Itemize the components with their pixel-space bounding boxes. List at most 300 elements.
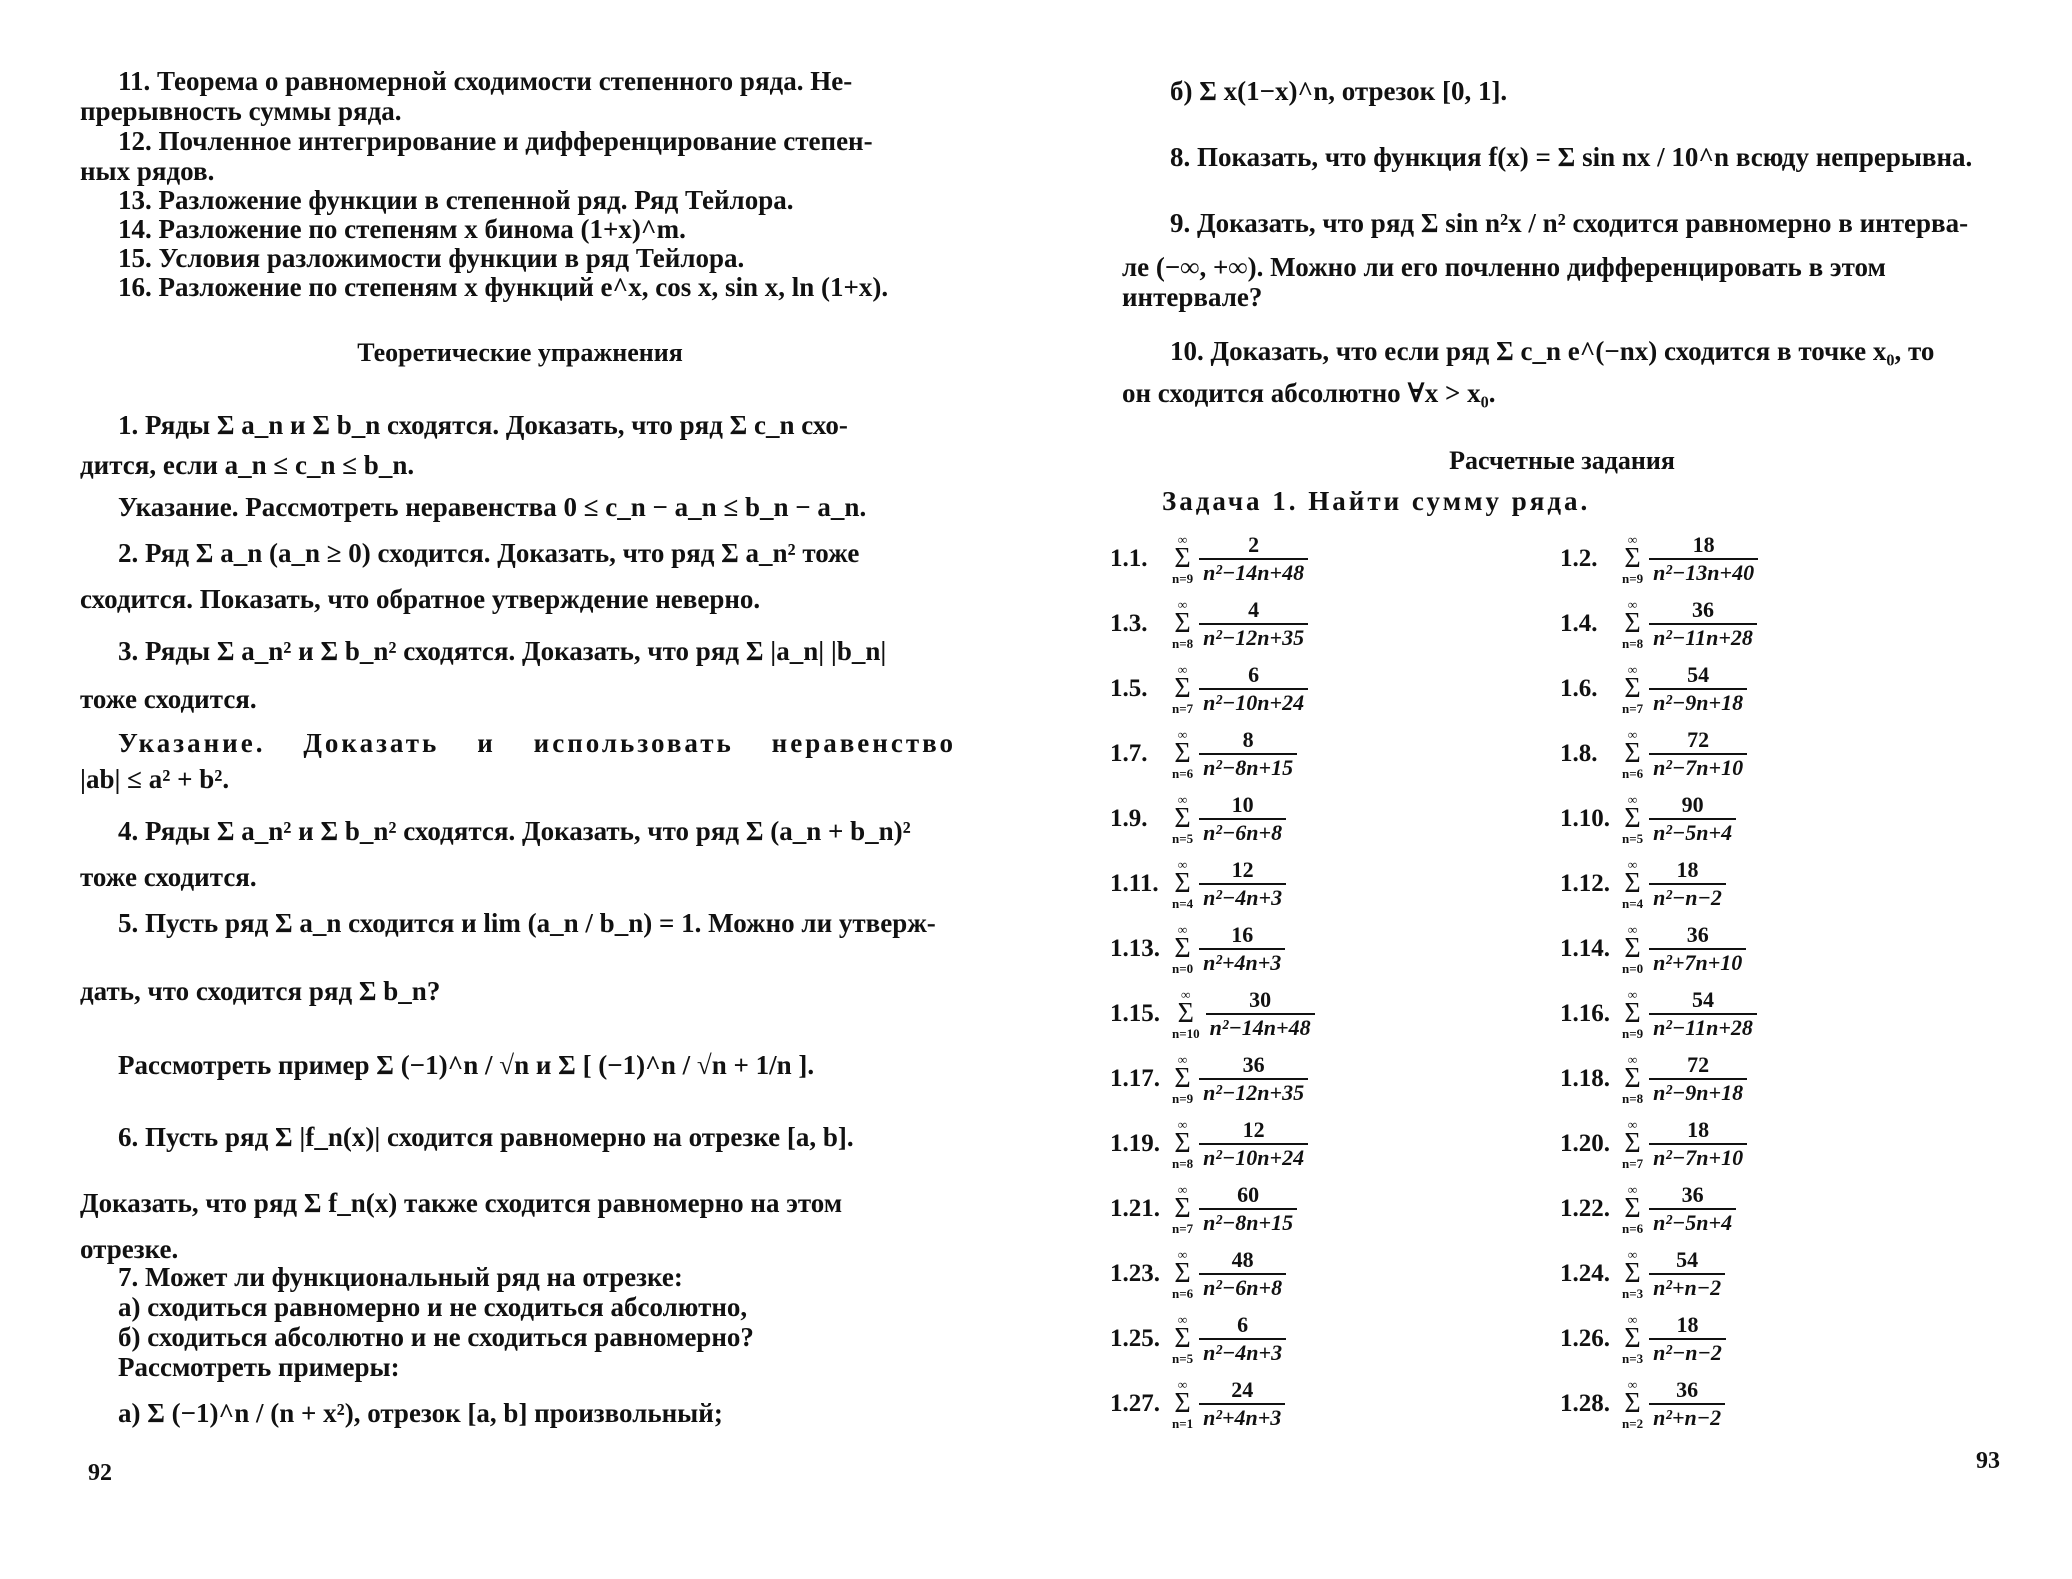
exercise-line: а) Σ (−1)^n / (n + x²), отрезок [a, b] произвольный; (118, 1398, 723, 1428)
exercise-line: 6. Пусть ряд Σ |f_n(x)| сходится равномерно на отрезке [a, b]. (118, 1122, 854, 1152)
sum-sign (1622, 1183, 1643, 1235)
exercise-number: 1.10. (1560, 805, 1610, 832)
text-line: 16. Разложение по степеням x функций e^x, cos x, sin x, ln (1+x). (118, 272, 889, 302)
fraction-numerator: 36 (1681, 1182, 1704, 1207)
fraction-denominator: n²+4n+3 (1199, 1403, 1285, 1431)
fraction (1649, 792, 1736, 846)
exercise-number: 1.15. (1110, 1000, 1160, 1027)
sum-symbol: Σ (1624, 1323, 1641, 1354)
sum-upper-limit: ∞ (1177, 922, 1188, 937)
exercise-line: 8. Показать, что функция f(x) = Σ sin nx / 10^n всюду непрерывна. (1170, 142, 1973, 172)
task-title: Задача 1. Найти сумму ряда. (1162, 486, 1591, 516)
sum-sign (1622, 728, 1643, 780)
exercise-item (1560, 857, 1726, 911)
fraction-denominator: n²−9n+18 (1649, 688, 1747, 716)
fraction (1649, 922, 1746, 976)
sum-upper-limit: ∞ (1627, 532, 1638, 547)
fraction-numerator: 12 (1242, 1117, 1265, 1142)
sum-lower-limit: n=10 (1172, 1026, 1200, 1041)
hint-word: неравенство (771, 728, 956, 758)
sum-lower-limit: n=5 (1172, 1351, 1194, 1366)
fraction-numerator: 12 (1231, 857, 1254, 882)
exercise-number: 1.24. (1560, 1260, 1610, 1287)
fraction-numerator: 18 (1687, 1117, 1710, 1142)
exercise-item (1110, 1247, 1286, 1301)
fraction-numerator: 60 (1237, 1182, 1260, 1207)
exercise-line: 9. Доказать, что ряд Σ sin n²x / n² сходится равномерно в интерва- (1170, 208, 1969, 238)
fraction (1649, 1052, 1747, 1106)
left-page (0, 0, 1000, 1579)
text-line: 14. Разложение по степеням x бинома (1+x)^m. (118, 214, 686, 244)
exercise-number: 1.5. (1110, 675, 1148, 702)
fraction-denominator: n²−14n+48 (1206, 1013, 1315, 1041)
fraction (1199, 1052, 1308, 1106)
hint-word: и (477, 728, 496, 758)
sum-lower-limit: n=3 (1622, 1286, 1644, 1301)
sum-lower-limit: n=4 (1172, 896, 1194, 911)
fraction (1199, 922, 1285, 976)
sum-lower-limit: n=7 (1172, 1221, 1194, 1236)
sum-sign (1172, 533, 1193, 585)
fraction-numerator: 30 (1249, 987, 1272, 1012)
fraction (1199, 1182, 1297, 1236)
hint-line: Указание. Рассмотреть неравенства 0 ≤ c_n − a_n ≤ b_n − a_n. (118, 492, 867, 522)
fraction-numerator: 18 (1692, 532, 1715, 557)
fraction-numerator: 2 (1248, 532, 1260, 557)
fraction-denominator: n²−14n+48 (1199, 558, 1308, 586)
fraction-denominator: n²−n−2 (1649, 883, 1726, 911)
sum-lower-limit: n=7 (1172, 701, 1194, 716)
exercise-item (1110, 1377, 1285, 1431)
fraction-denominator: n²+n−2 (1649, 1273, 1725, 1301)
sum-sign (1622, 1118, 1643, 1170)
fraction (1199, 597, 1308, 651)
sum-sign (1622, 988, 1643, 1040)
text-line: 12. Почленное интегрирование и дифференцирование степен- (118, 126, 873, 156)
hint-word: использовать (533, 728, 734, 758)
formula-line: |ab| ≤ a² + b². (80, 764, 230, 794)
exercise-line: 2. Ряд Σ a_n (a_n ≥ 0) сходится. Доказать, что ряд Σ a_n² тоже (118, 538, 860, 568)
exercise-line: сходится. Показать, что обратное утверждение неверно. (80, 584, 761, 614)
sum-upper-limit: ∞ (1177, 1117, 1188, 1132)
exercise-number: 1.21. (1110, 1195, 1160, 1222)
exercise-number: 1.23. (1110, 1260, 1160, 1287)
exercise-item (1560, 1377, 1725, 1431)
fraction (1649, 1117, 1747, 1171)
sum-symbol: Σ (1624, 933, 1641, 964)
sum-upper-limit: ∞ (1177, 792, 1188, 807)
sum-sign (1622, 1053, 1643, 1105)
exercise-item (1110, 1052, 1308, 1106)
page-number: 93 (1976, 1448, 2000, 1474)
sum-upper-limit: ∞ (1627, 857, 1638, 872)
fraction-numerator: 54 (1692, 987, 1714, 1012)
exercise-number: 1.19. (1110, 1130, 1160, 1157)
sum-symbol: Σ (1624, 608, 1641, 639)
sum-symbol: Σ (1174, 673, 1191, 704)
exercise-number: 1.12. (1560, 870, 1610, 897)
exercise-item (1560, 1312, 1726, 1366)
fraction (1199, 1117, 1308, 1171)
sum-sign (1622, 923, 1643, 975)
fraction-numerator: 6 (1237, 1312, 1249, 1337)
exercise-line: 4. Ряды Σ a_n² и Σ b_n² сходятся. Доказать, что ряд Σ (a_n + b_n)² (118, 816, 911, 846)
exercise-item (1110, 1182, 1297, 1236)
fraction-denominator: n²+n−2 (1649, 1403, 1725, 1431)
exercise-item (1560, 1247, 1725, 1301)
sum-symbol: Σ (1624, 1193, 1641, 1224)
sum-symbol: Σ (1174, 803, 1191, 834)
sum-lower-limit: n=9 (1622, 571, 1644, 586)
fraction-denominator: n²−4n+3 (1199, 883, 1286, 911)
sum-symbol: Σ (1174, 1128, 1191, 1159)
exercise-line: 5. Пусть ряд Σ a_n сходится и lim (a_n / b_n) = 1. Можно ли утверж- (118, 908, 936, 938)
sum-symbol: Σ (1174, 868, 1191, 899)
exercise-number: 1.1. (1110, 545, 1148, 572)
fraction-denominator: n²−7n+10 (1649, 753, 1747, 781)
exercise-line: 10. Доказать, что если ряд Σ c_n e^(−nx) сходится в точке x₀, то (1170, 336, 1935, 366)
sum-lower-limit: n=6 (1172, 766, 1194, 781)
fraction-numerator: 90 (1681, 792, 1704, 817)
exercise-line: тоже сходится. (80, 862, 257, 892)
fraction (1649, 857, 1726, 911)
exercise-item (1110, 662, 1308, 716)
sum-sign (1172, 793, 1193, 845)
sum-symbol: Σ (1624, 1128, 1641, 1159)
fraction-numerator: 36 (1242, 1052, 1265, 1077)
sum-symbol: Σ (1624, 543, 1641, 574)
exercise-item (1110, 857, 1286, 911)
sum-lower-limit: n=0 (1172, 961, 1194, 976)
fraction-denominator: n²−13n+40 (1649, 558, 1758, 586)
sum-sign (1172, 728, 1193, 780)
exercise-line: Рассмотреть пример Σ (−1)^n / √n и Σ [ (−1)^n / √n + 1/n ]. (118, 1050, 815, 1080)
exercise-number: 1.4. (1560, 610, 1598, 637)
sum-symbol: Σ (1624, 998, 1641, 1029)
sum-upper-limit: ∞ (1627, 1377, 1638, 1392)
sum-symbol: Σ (1624, 1258, 1641, 1289)
fraction-numerator: 48 (1231, 1247, 1254, 1272)
sum-upper-limit: ∞ (1627, 727, 1638, 742)
sum-sign (1172, 1313, 1193, 1365)
sum-sign (1172, 1053, 1193, 1105)
fraction-numerator: 18 (1676, 1312, 1699, 1337)
sum-upper-limit: ∞ (1627, 1052, 1638, 1067)
exercise-line: а) сходиться равномерно и не сходиться абсолютно, (118, 1292, 748, 1322)
sum-sign (1172, 598, 1193, 650)
fraction-numerator: 18 (1676, 857, 1699, 882)
fraction (1649, 597, 1757, 651)
fraction-denominator: n²+4n+3 (1199, 948, 1285, 976)
exercise-number: 1.27. (1110, 1390, 1160, 1417)
sum-lower-limit: n=9 (1172, 571, 1194, 586)
fraction (1199, 662, 1308, 716)
fraction-denominator: n²+7n+10 (1649, 948, 1746, 976)
sum-symbol: Σ (1174, 543, 1191, 574)
exercise-item (1560, 597, 1757, 651)
sum-symbol: Σ (1624, 1388, 1641, 1419)
exercise-number: 1.17. (1110, 1065, 1160, 1092)
sum-sign (1172, 923, 1193, 975)
exercise-line: Доказать, что ряд Σ f_n(x) также сходится равномерно на этом (80, 1188, 843, 1218)
sum-lower-limit: n=8 (1622, 1091, 1644, 1106)
fraction (1649, 1182, 1736, 1236)
fraction-numerator: 36 (1686, 922, 1709, 947)
exercise-number: 1.20. (1560, 1130, 1610, 1157)
fraction-denominator: n²−n−2 (1649, 1338, 1726, 1366)
exercise-number: 1.26. (1560, 1325, 1610, 1352)
fraction-numerator: 10 (1231, 792, 1254, 817)
exercise-item (1110, 792, 1286, 846)
sum-lower-limit: n=9 (1172, 1091, 1194, 1106)
sum-lower-limit: n=7 (1622, 1156, 1644, 1171)
sum-upper-limit: ∞ (1627, 1247, 1638, 1262)
sum-symbol: Σ (1624, 1063, 1641, 1094)
sum-lower-limit: n=6 (1622, 1221, 1644, 1236)
fraction (1649, 987, 1757, 1041)
fraction-denominator: n²−6n+8 (1199, 1273, 1286, 1301)
exercise-item (1110, 1117, 1308, 1171)
exercise-line: интервале? (1122, 282, 1263, 312)
exercise-number: 1.25. (1110, 1325, 1160, 1352)
exercise-line: 3. Ряды Σ a_n² и Σ b_n² сходятся. Доказать, что ряд Σ |a_n| |b_n| (118, 636, 887, 666)
text-line: 13. Разложение функции в степенной ряд. Ряд Тейлора. (118, 185, 794, 215)
fraction (1199, 857, 1286, 911)
sum-sign (1172, 988, 1200, 1040)
sum-symbol: Σ (1174, 933, 1191, 964)
fraction (1649, 727, 1747, 781)
sum-upper-limit: ∞ (1177, 1247, 1188, 1262)
fraction-numerator: 16 (1231, 922, 1254, 947)
fraction (1649, 1312, 1726, 1366)
sum-symbol: Σ (1624, 673, 1641, 704)
exercise-number: 1.2. (1560, 545, 1598, 572)
exercise-line: б) Σ x(1−x)^n, отрезок [0, 1]. (1170, 76, 1508, 106)
sum-upper-limit: ∞ (1177, 727, 1188, 742)
section-heading: Расчетные задания (1449, 446, 1675, 475)
exercise-item (1110, 532, 1308, 586)
page-number: 92 (88, 1460, 112, 1486)
sum-lower-limit: n=8 (1172, 636, 1194, 651)
sum-sign (1172, 1183, 1193, 1235)
exercise-number: 1.11. (1110, 870, 1159, 897)
exercise-line: 1. Ряды Σ a_n и Σ b_n сходятся. Доказать, что ряд Σ c_n схо- (118, 410, 848, 440)
exercise-number: 1.9. (1110, 805, 1148, 832)
exercise-number: 1.6. (1560, 675, 1598, 702)
sum-symbol: Σ (1624, 868, 1641, 899)
fraction (1649, 532, 1758, 586)
sum-sign (1172, 1248, 1193, 1300)
text-line: прерывность суммы ряда. (80, 96, 402, 126)
exercise-item (1110, 727, 1297, 781)
sum-symbol: Σ (1174, 608, 1191, 639)
exercise-line: отрезке. (80, 1234, 179, 1264)
sum-upper-limit: ∞ (1177, 1377, 1188, 1392)
text-line: 15. Условия разложимости функции в ряд Тейлора. (118, 243, 745, 273)
sum-symbol: Σ (1174, 1258, 1191, 1289)
sum-upper-limit: ∞ (1627, 662, 1638, 677)
fraction-denominator: n²−10n+24 (1199, 1143, 1308, 1171)
exercise-line: дать, что сходится ряд Σ b_n? (80, 976, 441, 1006)
sum-symbol: Σ (1174, 738, 1191, 769)
sum-sign (1622, 663, 1643, 715)
sum-symbol: Σ (1174, 1388, 1191, 1419)
sum-lower-limit: n=1 (1172, 1416, 1194, 1431)
sum-sign (1622, 598, 1643, 650)
fraction-denominator: n²−10n+24 (1199, 688, 1308, 716)
sum-upper-limit: ∞ (1177, 532, 1188, 547)
exercise-item (1560, 1052, 1747, 1106)
exercise-line: б) сходиться абсолютно и не сходиться равномерно? (118, 1322, 754, 1352)
sum-upper-limit: ∞ (1627, 1182, 1638, 1197)
sum-sign (1172, 1118, 1193, 1170)
sum-symbol: Σ (1177, 998, 1194, 1029)
sum-symbol: Σ (1174, 1323, 1191, 1354)
fraction (1199, 727, 1297, 781)
exercise-line: тоже сходится. (80, 684, 257, 714)
exercise-line: он сходится абсолютно ∀x > x₀. (1122, 378, 1496, 408)
fraction-numerator: 36 (1676, 1377, 1699, 1402)
sum-lower-limit: n=8 (1622, 636, 1644, 651)
sum-upper-limit: ∞ (1627, 1117, 1638, 1132)
exercise-item (1560, 662, 1747, 716)
sum-symbol: Σ (1174, 1063, 1191, 1094)
exercise-number: 1.13. (1110, 935, 1160, 962)
fraction-denominator: n²−5n+4 (1649, 818, 1736, 846)
fraction-denominator: n²−8n+15 (1199, 1208, 1297, 1236)
sum-lower-limit: n=5 (1172, 831, 1194, 846)
exercise-number: 1.18. (1560, 1065, 1610, 1092)
sum-lower-limit: n=7 (1622, 701, 1644, 716)
exercise-number: 1.8. (1560, 740, 1598, 767)
fraction (1199, 792, 1286, 846)
sum-lower-limit: n=3 (1622, 1351, 1644, 1366)
sum-lower-limit: n=4 (1622, 896, 1644, 911)
fraction-denominator: n²−9n+18 (1649, 1078, 1747, 1106)
fraction (1199, 1247, 1286, 1301)
exercise-line: ле (−∞, +∞). Можно ли его почленно дифференцировать в этом (1122, 252, 1886, 282)
sum-sign (1622, 1313, 1643, 1365)
fraction (1206, 987, 1315, 1041)
sum-sign (1172, 663, 1193, 715)
fraction-numerator: 54 (1687, 662, 1710, 687)
sum-lower-limit: n=5 (1622, 831, 1644, 846)
fraction-numerator: 24 (1231, 1377, 1254, 1402)
fraction-numerator: 72 (1687, 727, 1710, 752)
fraction-numerator: 54 (1676, 1247, 1699, 1272)
sum-sign (1172, 858, 1193, 910)
fraction-denominator: n²−6n+8 (1199, 818, 1286, 846)
sum-sign (1622, 1248, 1643, 1300)
fraction-numerator: 8 (1242, 727, 1254, 752)
sum-upper-limit: ∞ (1627, 922, 1638, 937)
text-line: ных рядов. (80, 156, 215, 186)
sum-lower-limit: n=6 (1172, 1286, 1194, 1301)
exercise-item (1560, 1182, 1736, 1236)
fraction-numerator: 6 (1248, 662, 1260, 687)
text-line: 11. Теорема о равномерной сходимости степенного ряда. Не- (118, 66, 853, 96)
sum-upper-limit: ∞ (1177, 662, 1188, 677)
sum-upper-limit: ∞ (1177, 1052, 1188, 1067)
exercise-number: 1.22. (1560, 1195, 1610, 1222)
sum-symbol: Σ (1624, 738, 1641, 769)
exercise-line: 7. Может ли функциональный ряд на отрезке: (118, 1262, 683, 1292)
fraction (1199, 1377, 1285, 1431)
sum-upper-limit: ∞ (1177, 1312, 1188, 1327)
sum-sign (1622, 793, 1643, 845)
hint-line (118, 728, 956, 758)
sum-sign (1172, 1378, 1193, 1430)
exercise-item (1560, 792, 1736, 846)
sum-upper-limit: ∞ (1627, 792, 1638, 807)
exercise-line: дится, если a_n ≤ c_n ≤ b_n. (80, 450, 415, 480)
fraction-denominator: n²−5n+4 (1649, 1208, 1736, 1236)
sum-upper-limit: ∞ (1181, 987, 1191, 1002)
exercise-line: Рассмотреть примеры: (118, 1352, 400, 1382)
sum-upper-limit: ∞ (1627, 597, 1638, 612)
fraction (1199, 1312, 1286, 1366)
fraction-numerator: 4 (1248, 597, 1260, 622)
fraction-denominator: n²−11n+28 (1649, 623, 1757, 651)
sum-lower-limit: n=8 (1172, 1156, 1194, 1171)
exercise-number: 1.16. (1560, 1000, 1610, 1027)
exercise-number: 1.14. (1560, 935, 1610, 962)
sum-sign (1622, 858, 1643, 910)
exercise-item (1560, 532, 1758, 586)
right-page (1060, 0, 2072, 1579)
sum-upper-limit: ∞ (1627, 987, 1638, 1002)
sum-lower-limit: n=0 (1622, 961, 1644, 976)
sum-upper-limit: ∞ (1627, 1312, 1638, 1327)
exercise-item (1560, 922, 1746, 976)
fraction (1199, 532, 1308, 586)
sum-symbol: Σ (1624, 803, 1641, 834)
exercise-number: 1.28. (1560, 1390, 1610, 1417)
sum-lower-limit: n=2 (1622, 1416, 1644, 1431)
sum-sign (1622, 533, 1643, 585)
fraction (1649, 662, 1747, 716)
fraction-denominator: n²−12n+35 (1199, 623, 1308, 651)
exercise-item (1560, 1117, 1747, 1171)
hint-word: Указание. (118, 728, 266, 758)
sum-upper-limit: ∞ (1177, 597, 1188, 612)
sum-upper-limit: ∞ (1177, 1182, 1188, 1197)
fraction-numerator: 72 (1687, 1052, 1710, 1077)
sum-sign (1622, 1378, 1643, 1430)
fraction-denominator: n²−8n+15 (1199, 753, 1297, 781)
sum-upper-limit: ∞ (1177, 857, 1188, 872)
fraction-denominator: n²−12n+35 (1199, 1078, 1308, 1106)
exercise-item (1110, 987, 1315, 1041)
exercise-number: 1.3. (1110, 610, 1148, 637)
fraction (1649, 1247, 1725, 1301)
fraction-denominator: n²−4n+3 (1199, 1338, 1286, 1366)
exercise-item (1560, 727, 1747, 781)
sum-lower-limit: n=9 (1622, 1026, 1644, 1041)
fraction (1649, 1377, 1725, 1431)
exercise-item (1110, 597, 1308, 651)
exercise-number: 1.7. (1110, 740, 1148, 767)
exercise-item (1560, 987, 1757, 1041)
sum-symbol: Σ (1174, 1193, 1191, 1224)
fraction-numerator: 36 (1692, 597, 1714, 622)
fraction-denominator: n²−7n+10 (1649, 1143, 1747, 1171)
hint-word: Доказать (303, 728, 440, 758)
fraction-denominator: n²−11n+28 (1649, 1013, 1757, 1041)
section-heading: Теоретические упражнения (357, 338, 683, 367)
exercise-item (1110, 922, 1285, 976)
exercise-item (1110, 1312, 1286, 1366)
